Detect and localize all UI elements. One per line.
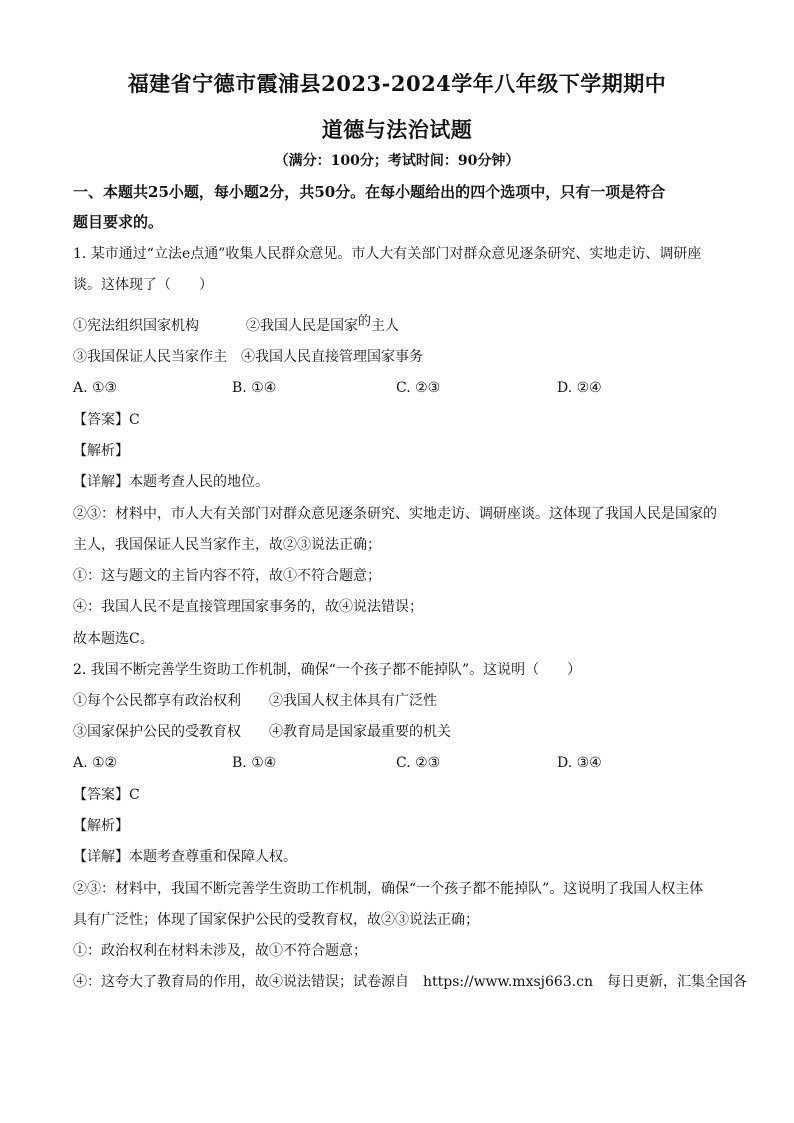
q2-analysis-label: 【解析】 (73, 818, 129, 834)
q1-items-row2: ③我国保证人民当家作主 ④我国人民直接管理国家事务 (73, 349, 423, 365)
q1-option-c: C. ②③ (396, 380, 441, 396)
section-heading: 一、本题共25小题，每小题2分，共50分。在每小题给出的四个选项中，只有一项是符合 (73, 183, 666, 201)
q1-explanation-1: ②③：材料中，市人大有关部门对群众意见逐条研究、实地走访、调研座谈。这体现了我国人民是国家的 (73, 506, 717, 522)
q2-option-c: C. ②③ (396, 755, 441, 771)
q1-stem: 1. 某市通过“立法e点通”收集人民群众意见。市人大有关部门对群众意见逐条研究、实地走访、调研座 (73, 246, 702, 262)
q1-detail: 【详解】本题考查人民的地位。 (73, 474, 269, 490)
q1-conclusion: 故本题选C。 (73, 631, 154, 647)
q1-option-a: A. ①③ (73, 380, 118, 396)
q2-explanation-3: ④：这夸大了教育局的作用，故④说法错误；试卷源自 https://www.mxsj663.cn 每日更新，汇集全国各 (73, 974, 748, 990)
exam-subject-title: 道德与法治试题 (321, 117, 473, 142)
q2-explanation-2: ①：政治权利在材料未涉及，故①不符合题意； (73, 943, 367, 959)
q2-option-d: D. ③④ (557, 755, 602, 771)
q1-stem-cont: 谈。这体现了（ ） (73, 277, 213, 293)
q2-explanation-1: ②③：材料中，我国不断完善学生资助工作机制，确保“一个孩子都不能掉队”。这说明了我国人权主体 (73, 881, 704, 897)
q2-stem: 2. 我国不断完善学生资助工作机制，确保“一个孩子都不能掉队”。这说明（ ） (73, 662, 582, 678)
q2-answer: 【答案】C (73, 787, 140, 803)
q1-explanation-2: ①：这与题文的主旨内容不符，故①不符合题意； (73, 568, 381, 584)
q2-option-a: A. ①② (73, 755, 118, 771)
q2-items-row1: ①每个公民都享有政治权利 ②我国人权主体具有广泛性 (73, 693, 437, 709)
q1-option-b: B. ①④ (232, 380, 277, 396)
section-heading-cont: 题目要求的。 (73, 213, 164, 231)
q2-detail: 【详解】本题考查尊重和保障人权。 (73, 849, 297, 865)
q1-answer: 【答案】C (73, 412, 140, 428)
q2-option-b: B. ①④ (232, 755, 277, 771)
q1-explanation-1-cont: 主人，我国保证人民当家作主，故②③说法正确； (73, 537, 381, 553)
q1-option-d: D. ②④ (557, 380, 602, 396)
exam-meta: （满分：100分；考试时间：90分钟） (274, 153, 520, 169)
q2-explanation-1-cont: 具有广泛性；体现了国家保护公民的受教育权，故②③说法正确； (73, 912, 479, 928)
q1-item-1: ①宪法组织国家机构 (73, 318, 199, 334)
q1-explanation-3: ④：我国人民不是直接管理国家事务的，故④说法错误； (73, 599, 423, 615)
q1-analysis-label: 【解析】 (73, 443, 129, 459)
q1-item-2: ②我国人民是国家的主人 (246, 314, 400, 334)
exam-title: 福建省宁德市霞浦县2023-2024学年八年级下学期期中 (127, 71, 667, 96)
q2-items-row2: ③国家保护公民的受教育权 ④教育局是国家最重要的机关 (73, 724, 451, 740)
